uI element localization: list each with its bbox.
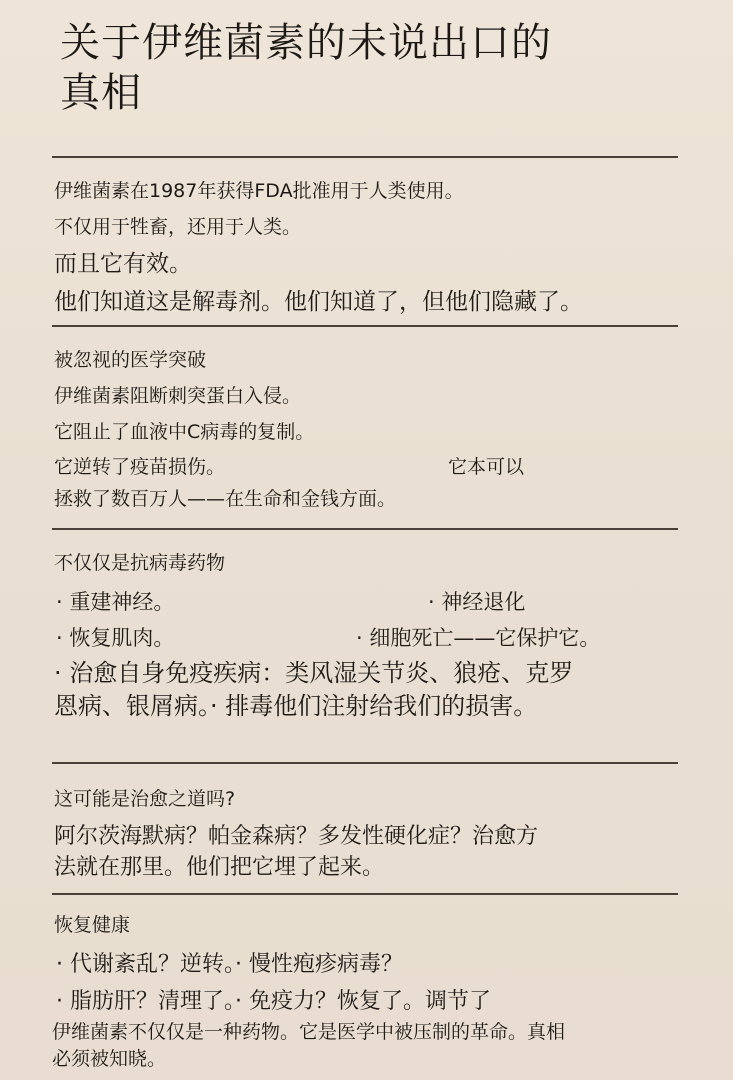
section1-line-4: 他们知道这是解毒剂。他们知道了，但他们隐藏了。	[54, 289, 583, 315]
section5-line-3: 伊维菌素不仅仅是一种药物。它是医学中被压制的革命。真相	[52, 1021, 566, 1043]
section2-line-1: 伊维菌素阻断刺突蛋白入侵。	[54, 385, 302, 407]
divider-4	[52, 762, 678, 764]
section5-line-1: · 代谢紊乱？逆转。· 慢性疱疹病毒？	[56, 952, 403, 977]
section3-item-1b: · 神经退化	[428, 590, 526, 614]
section1-line-2: 不仅用于牲畜，还用于人类。	[54, 216, 302, 238]
page-title-line-1: 关于伊维菌素的未说出口的	[60, 20, 552, 66]
divider-5	[52, 893, 678, 895]
section2-line-3a: 它逆转了疫苗损伤。	[54, 456, 226, 478]
section3-heading: 不仅仅是抗病毒药物	[54, 552, 226, 574]
section3-item-1a: · 重建神经。	[56, 590, 175, 614]
section1-line-3: 而且它有效。	[54, 251, 192, 277]
section4-heading: 这可能是治愈之道吗?	[54, 788, 236, 810]
section2-line-2: 它阻止了血液中C病毒的复制。	[54, 421, 315, 443]
section5-heading: 恢复健康	[54, 914, 131, 936]
section4-line-2: 法就在那里。他们把它埋了起来。	[54, 855, 385, 880]
divider-2	[52, 325, 678, 327]
section3-item-3: · 治愈自身免疫疾病：类风湿关节炎、狼疮、克罗	[54, 659, 574, 687]
section2-line-3b: 它本可以	[448, 456, 525, 478]
divider-3	[52, 528, 678, 530]
divider-1	[52, 156, 678, 158]
section3-item-2b: · 细胞死亡——它保护它。	[356, 626, 601, 650]
section5-line-2: · 脂肪肝？清理了。· 免疫力？恢复了。调节了	[56, 989, 491, 1014]
section2-heading: 被忽视的医学突破	[54, 349, 207, 371]
section4-line-1: 阿尔茨海默病？帕金森病？多发性硬化症？治愈方	[54, 824, 539, 849]
section2-line-4: 拯救了数百万人——在生命和金钱方面。	[54, 488, 397, 510]
section3-item-4: 恩病、银屑病。· 排毒他们注射给我们的损害。	[54, 692, 538, 720]
section1-line-1: 伊维菌素在1987年获得FDA批准用于人类使用。	[54, 180, 464, 202]
section3-item-2a: · 恢复肌肉。	[56, 626, 175, 650]
page-title-line-2: 真相	[60, 70, 142, 116]
section5-line-4: 必须被知晓。	[52, 1048, 167, 1070]
